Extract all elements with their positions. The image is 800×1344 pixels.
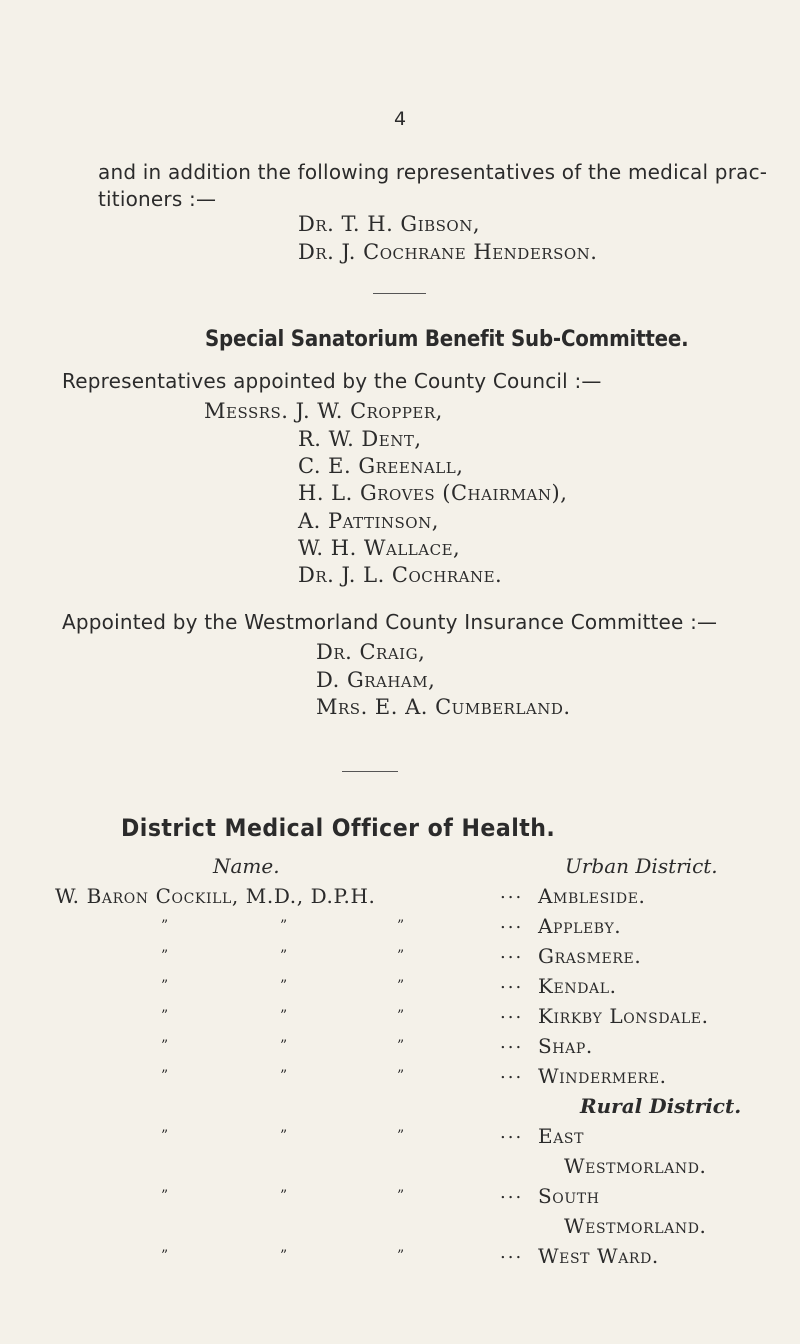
ditto-mark: ”: [397, 1068, 406, 1084]
member: Mrs. E. A. Cumberland.: [316, 695, 571, 719]
district-name: Windermere.: [538, 1064, 667, 1088]
ditto-mark: ”: [161, 918, 170, 934]
district-name-continued: Westmorland.: [564, 1214, 707, 1238]
member: D. Graham,: [316, 668, 436, 692]
name-column-header: Name.: [213, 854, 280, 878]
ditto-mark: ”: [161, 1008, 170, 1024]
district-table-title: District Medical Officer of Health.: [121, 814, 556, 842]
ditto-mark: ”: [397, 1128, 406, 1144]
ditto-mark: ”: [397, 1188, 406, 1204]
district-name: Appleby.: [538, 914, 622, 938]
member: Dr. J. L. Cochrane.: [298, 563, 503, 587]
leader-dots: ...: [500, 1002, 524, 1023]
district-name-continued: Westmorland.: [564, 1154, 707, 1178]
member: C. E. Greenall,: [298, 454, 464, 478]
district-name: Ambleside.: [538, 884, 646, 908]
intro-name: Dr. T. H. Gibson,: [298, 212, 481, 236]
ditto-mark: ”: [280, 1068, 289, 1084]
page-number: 4: [393, 108, 407, 130]
member: A. Pattinson,: [298, 509, 439, 533]
leader-dots: ...: [500, 882, 524, 903]
intro-line-2: titioners :—: [98, 187, 217, 211]
ditto-mark: ”: [397, 1038, 406, 1054]
subcommittee-title: Special Sanatorium Benefit Sub-Committee.: [205, 327, 689, 352]
leader-dots: ...: [500, 972, 524, 993]
ditto-mark: ”: [161, 948, 170, 964]
ditto-mark: ”: [280, 918, 289, 934]
leader-dots: ...: [500, 942, 524, 963]
district-name: West Ward.: [538, 1244, 659, 1268]
intro-line-1: and in addition the following representatives of the medical prac-: [98, 160, 768, 184]
ditto-mark: ”: [161, 1188, 170, 1204]
rural-district-header: Rural District.: [580, 1094, 742, 1118]
ditto-mark: ”: [161, 978, 170, 994]
ditto-mark: ”: [280, 1008, 289, 1024]
ditto-mark: ”: [161, 1128, 170, 1144]
member: Messrs. J. W. Cropper,: [204, 399, 443, 423]
member: R. W. Dent,: [298, 427, 422, 451]
leader-dots: ...: [500, 1122, 524, 1143]
district-name: Shap.: [538, 1034, 593, 1058]
ditto-mark: ”: [280, 948, 289, 964]
county-council-intro: Representatives appointed by the County Council :—: [62, 369, 602, 393]
intro-name: Dr. J. Cochrane Henderson.: [298, 240, 598, 264]
district-name: Grasmere.: [538, 944, 642, 968]
district-name: Kendal.: [538, 974, 617, 998]
ditto-mark: ”: [280, 1188, 289, 1204]
ditto-mark: ”: [280, 978, 289, 994]
officer-name: W. Baron Cockill, M.D., D.P.H.: [55, 884, 376, 908]
ditto-mark: ”: [397, 1008, 406, 1024]
member: Dr. Craig,: [316, 640, 426, 664]
leader-dots: ...: [500, 912, 524, 933]
ditto-mark: ”: [161, 1248, 170, 1264]
member: W. H. Wallace,: [298, 536, 461, 560]
urban-district-header: Urban District.: [565, 854, 718, 878]
leader-dots: ...: [500, 1242, 524, 1263]
ditto-mark: ”: [397, 948, 406, 964]
district-name: South: [538, 1184, 600, 1208]
ditto-mark: ”: [280, 1038, 289, 1054]
ditto-mark: ”: [397, 918, 406, 934]
ditto-mark: ”: [161, 1068, 170, 1084]
ditto-mark: ”: [280, 1128, 289, 1144]
ditto-mark: ”: [397, 1248, 406, 1264]
leader-dots: ...: [500, 1032, 524, 1053]
divider: [373, 293, 426, 294]
district-name: Kirkby Lonsdale.: [538, 1004, 709, 1028]
ditto-mark: ”: [397, 978, 406, 994]
insurance-intro: Appointed by the Westmorland County Insurance Committee :—: [62, 610, 718, 634]
leader-dots: ...: [500, 1182, 524, 1203]
ditto-mark: ”: [280, 1248, 289, 1264]
member: H. L. Groves (Chairman),: [298, 481, 568, 505]
district-name: East: [538, 1124, 585, 1148]
leader-dots: ...: [500, 1062, 524, 1083]
divider: [342, 771, 398, 772]
ditto-mark: ”: [161, 1038, 170, 1054]
